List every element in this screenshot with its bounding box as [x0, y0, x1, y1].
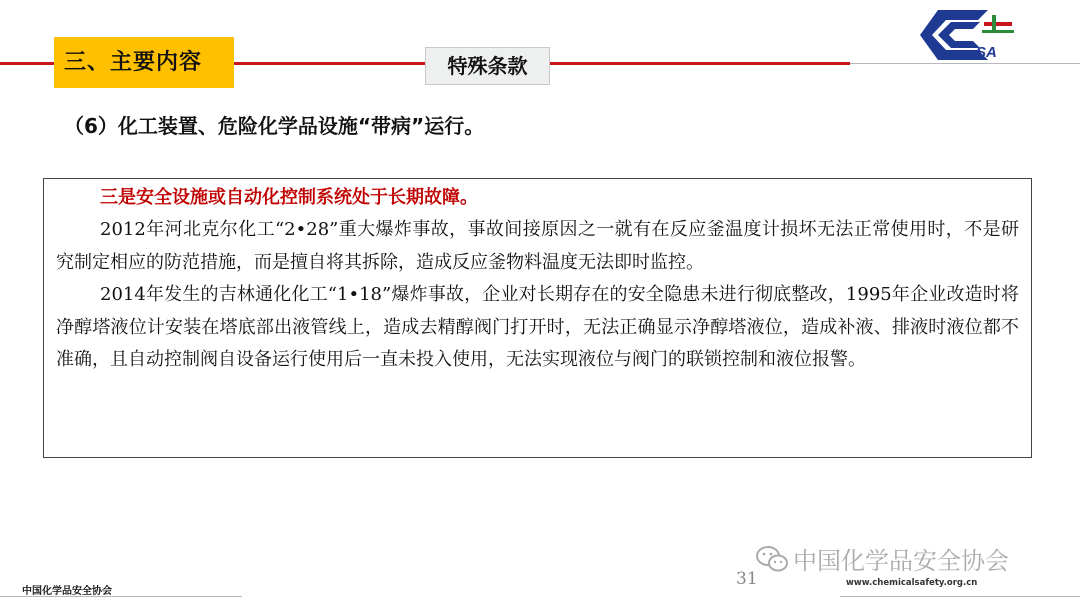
- header-red-rule-middle: [234, 62, 425, 65]
- footer-url: www.chemicalsafety.org.cn: [846, 578, 978, 588]
- header-red-rule-left: [0, 62, 54, 65]
- section-title: 三、主要内容: [54, 37, 234, 88]
- wechat-icon: [755, 545, 789, 573]
- watermark-text: 中国化学品安全协会: [793, 547, 1009, 575]
- paragraph-case-2012: 2012年河北克尔化工“2•28”重大爆炸事故，事故间接原因之一就有在反应釜温度计损坏无法正常使用时，不是研究制定相应的防范措施，而是擅自将其拆除，造成反应釜物料温度无法即时监控。: [56, 219, 1019, 273]
- footer-organization: 中国化学品安全协会: [22, 586, 112, 597]
- logo-text: SA: [976, 44, 997, 61]
- subheading: （6）化工装置、危险化学品设施“带病”运行。: [64, 114, 485, 138]
- header-red-rule-right: [550, 62, 850, 65]
- content-box: [43, 178, 1032, 458]
- footer-rule-right: [840, 596, 1080, 597]
- paragraph-case-2014: 2014年发生的吉林通化化工“1•18”爆炸事故，企业对长期存在的安全隐患未进行彻底整改，1995年企业改造时将净醇塔液位计安装在塔底部出液管线上，造成去精醇阀门打开时，无法正确显示净醇塔液位，造成补液、排液时液位都不准确，且自动控制阀自设备运行使用后一直未投入使用，无法实现液位与阀门的联锁控制和液位报警。: [56, 284, 1019, 371]
- wechat-watermark: [755, 541, 1009, 576]
- page-number: 31: [736, 569, 758, 589]
- csa-logo-icon: [918, 8, 1018, 66]
- highlight-line: 三是安全设施或自动化控制系统处于长期故障。: [100, 187, 478, 208]
- clause-tag: 特殊条款: [425, 47, 550, 85]
